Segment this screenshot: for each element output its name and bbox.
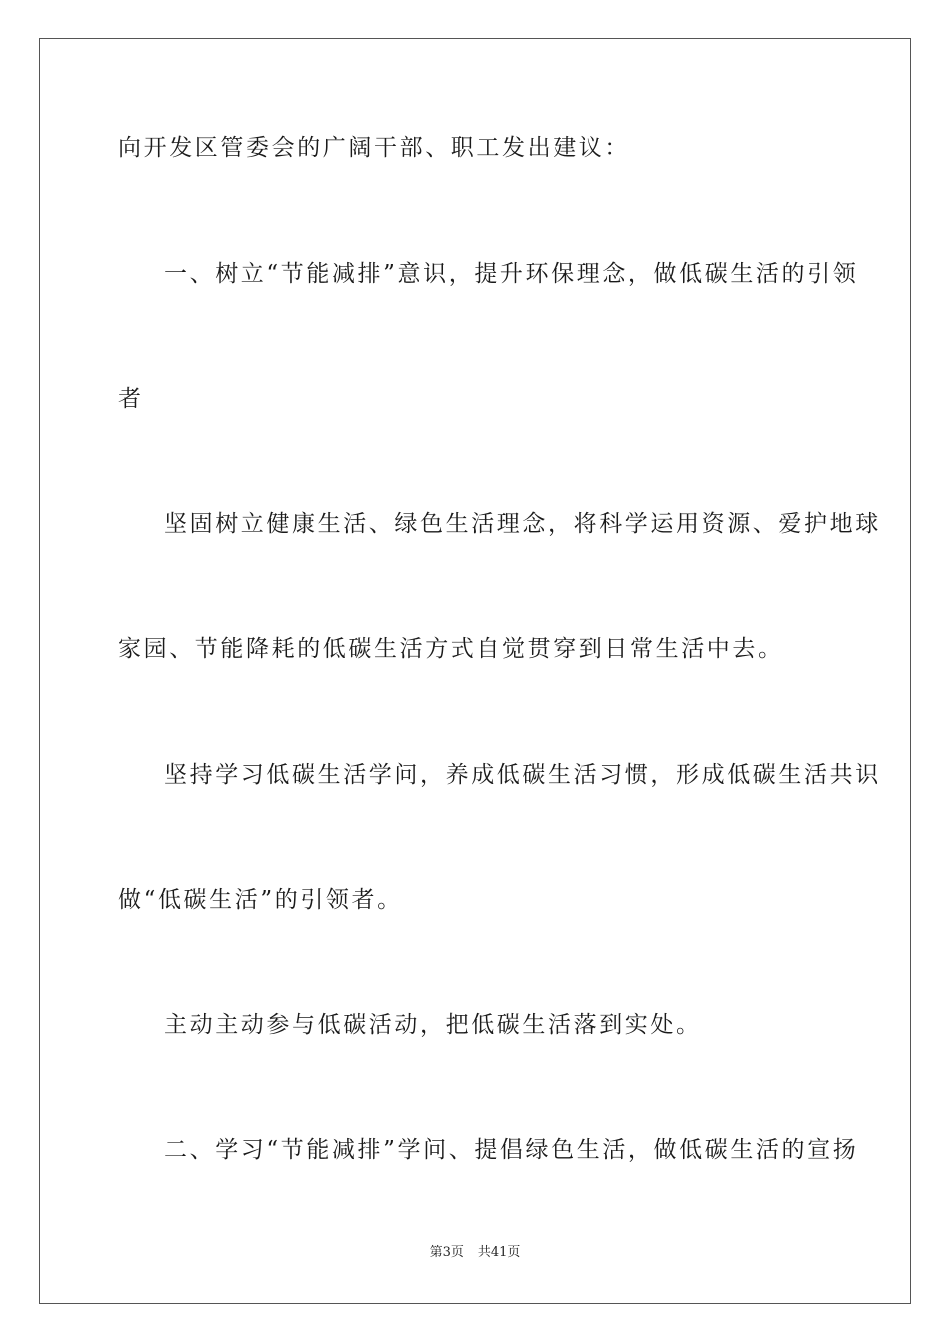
text-line-1: 向开发区管委会的广阔干部、职工发出建议： [118,135,630,161]
page-border [39,38,911,1304]
text-line-7: 做“低碳生活”的引领者。 [118,887,403,913]
total-pages-label: 共41页 [477,1245,521,1260]
text-line-8: 主动主动参与低碳活动，把低碳生活落到实处。 [164,1012,702,1038]
text-line-9: 二、学习“节能减排”学问、提倡绿色生活，做低碳生活的宣扬 [164,1137,859,1163]
text-line-4: 坚固树立健康生活、绿色生活理念，将科学运用资源、爱护地球 [164,511,881,537]
text-line-3: 者 [118,386,144,412]
text-line-2: 一、树立“节能减排”意识，提升环保理念，做低碳生活的引领 [164,261,859,287]
text-line-5: 家园、节能降耗的低碳生活方式自觉贯穿到日常生活中去。 [118,636,784,662]
page-number-label: 第3页 [429,1245,464,1260]
text-line-6: 坚持学习低碳生活学问，养成低碳生活习惯，形成低碳生活共识 [164,762,881,788]
page-footer [0,1244,950,1262]
